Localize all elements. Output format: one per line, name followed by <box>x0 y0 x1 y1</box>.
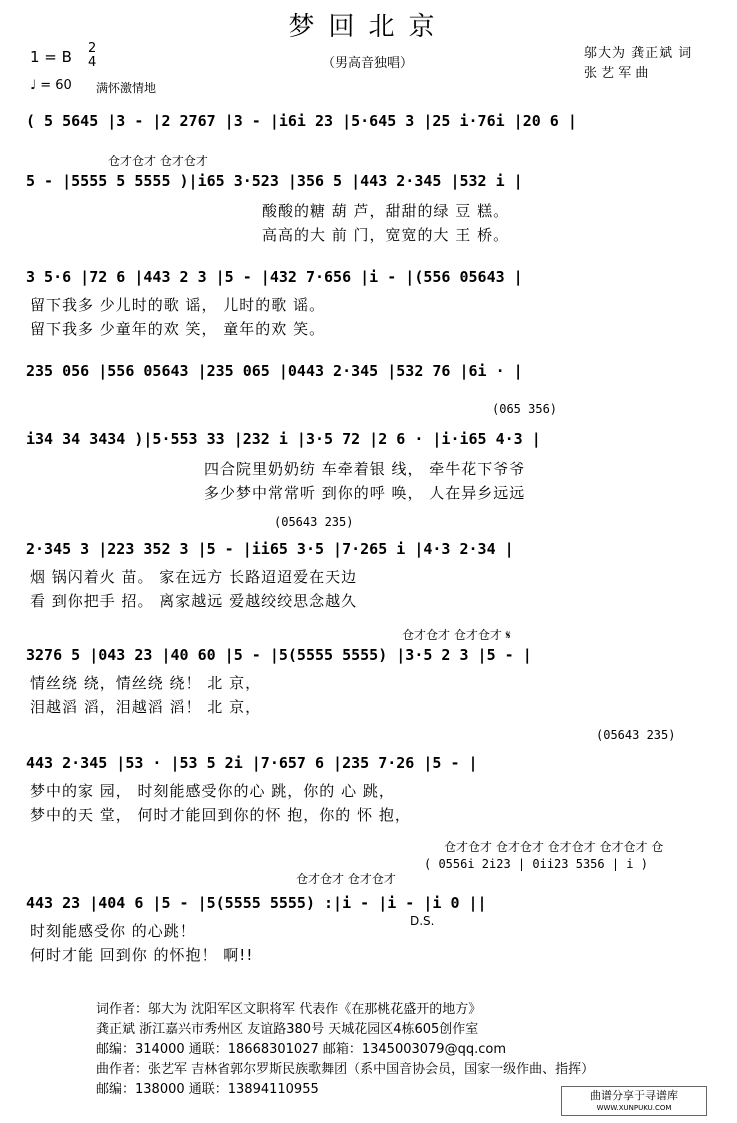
time-numerator: 2 <box>88 41 97 56</box>
staff-3-lyrics-verse-2: 留下我多 少童年的欢 笑， 童年的欢 笑。 <box>30 320 326 338</box>
dal-segno-mark: D.S. <box>410 914 435 928</box>
staff-4-notes: 235 056 |556 05643 |235 065 |0443 2·345 |532 76 |6i · | <box>26 362 523 380</box>
staff-2-lyrics-verse-2: 高高的大 前 门，宽宽的大 王 桥。 <box>262 226 510 244</box>
staff-9-notes: 443 23 |404 6 |5 - |5(5555 5555) :|i - |i - |i 0 || <box>26 894 487 912</box>
footer-line-3: 邮编：314000 通联：18668301027 邮箱：1345003079@qq.com <box>96 1042 506 1057</box>
staff-5-interlude: (065 356) <box>492 402 558 416</box>
staff-7-lyrics-verse-2: 泪越滔 滔，泪越滔 滔！ 北 京， <box>30 698 262 716</box>
staff-6-lyrics-verse-1: 烟 锅闪着火 苗。 家在远方 长路迢迢爱在天边 <box>30 568 358 586</box>
song-title: 梦回北京 <box>288 12 449 42</box>
staff-8-lyrics-verse-1: 梦中的家 园， 时刻能感受你的心 跳，你的 心 跳， <box>30 782 395 800</box>
staff-1-notes: ( 5 5645 |3 - |2 2767 |3 - |i6i 23 |5·645 3 |25 i·76i |20 6 | <box>26 112 577 130</box>
footer-line-1: 词作者：邬大为 沈阳军区文职将军 代表作《在那桃花盛开的地方》 <box>96 1002 482 1017</box>
staff-5-lyrics-verse-1: 四合院里奶奶纺 车牵着银 线， 牵牛花下爷爷 <box>204 460 526 478</box>
staff-9-lyrics-verse-2: 何时才能 回到你 的怀抱！ 啊!! <box>30 946 254 964</box>
staff-6-notes: 2·345 3 |223 352 3 |5 - |ii65 3·5 |7·265 i |4·3 2·34 | <box>26 540 514 558</box>
footer-line-5: 邮编：138000 通联：13894110955 <box>96 1082 319 1097</box>
time-denominator: 4 <box>88 55 97 70</box>
staff-7-percussion: 仓才仓才 仓才仓才 𝄋 <box>402 628 511 642</box>
staff-2-percussion: 仓才仓才 仓才仓才 <box>108 154 208 168</box>
staff-2-notes: 5 - |5555 5 5555 )|i65 3·523 |356 5 |443 2·345 |532 i | <box>26 172 523 190</box>
staff-9-lyrics-verse-1: 时刻能感受你 的心跳！ <box>30 922 196 940</box>
staff-5-lyrics-verse-2: 多少梦中常常听 到你的呼 唤， 人在异乡远远 <box>204 484 526 502</box>
staff-9-interlude: ( 0556i 2i23 | 0ii23 5356 | i ) <box>424 857 648 871</box>
footer-line-4: 曲作者：张艺军 吉林省郭尔罗斯民族歌舞团（系中国音协会员，国家一级作曲、指挥） <box>96 1062 595 1077</box>
tempo-marking: ♩ = 60 <box>30 78 72 93</box>
share-watermark <box>561 1086 707 1116</box>
staff-9-percussion-2: 仓才仓才 仓才仓才 <box>296 872 396 886</box>
performance-note: （男高音独唱） <box>322 56 414 71</box>
share-url: WWW.XUNPUKU.COM <box>596 1104 672 1112</box>
composer-credit: 张 艺 军 曲 <box>584 66 649 81</box>
staff-6-interlude: (05643 235) <box>274 515 354 529</box>
staff-3-lyrics-verse-1: 留下我多 少儿时的歌 谣， 儿时的歌 谣。 <box>30 296 326 314</box>
staff-8-notes: 443 2·345 |53 · |53 5 2i |7·657 6 |235 7·26 |5 - | <box>26 754 478 772</box>
mood-marking: 满怀激情地 <box>96 81 157 95</box>
staff-7-lyrics-verse-1: 情丝绕 绕，情丝绕 绕！ 北 京， <box>30 674 262 692</box>
staff-5-notes: i34 34 3434 )|5·553 33 |232 i |3·5 72 |2 6 · |i·i65 4·3 | <box>26 430 541 448</box>
staff-2-lyrics-verse-1: 酸酸的糖 葫 芦，甜甜的绿 豆 糕。 <box>262 202 510 220</box>
time-signature <box>88 42 96 70</box>
lyricist-credit: 邬大为 龚正斌 词 <box>584 46 693 61</box>
staff-3-notes: 3 5·6 |72 6 |443 2 3 |5 - |432 7·656 |i - |(556 05643 | <box>26 268 523 286</box>
staff-7-notes: 3276 5 |043 23 |40 60 |5 - |5(5555 5555) |3·5 2 3 |5 - | <box>26 646 532 664</box>
key-signature: 1 = B <box>30 48 72 66</box>
staff-8-lyrics-verse-2: 梦中的天 堂， 何时才能回到你的怀 抱，你的 怀 抱， <box>30 806 411 824</box>
staff-6-lyrics-verse-2: 看 到你把手 招。 离家越远 爱越绞绞思念越久 <box>30 592 358 610</box>
footer-line-2: 龚正斌 浙江嘉兴市秀州区 友谊路380号 天城花园区4栋605创作室 <box>96 1022 479 1037</box>
staff-8-interlude: (05643 235) <box>596 728 676 742</box>
share-label: 曲谱分享于寻谱库 <box>590 1089 678 1102</box>
staff-9-percussion: 仓才仓才 仓才仓才 仓才仓才 仓才仓才 仓 <box>444 840 664 854</box>
